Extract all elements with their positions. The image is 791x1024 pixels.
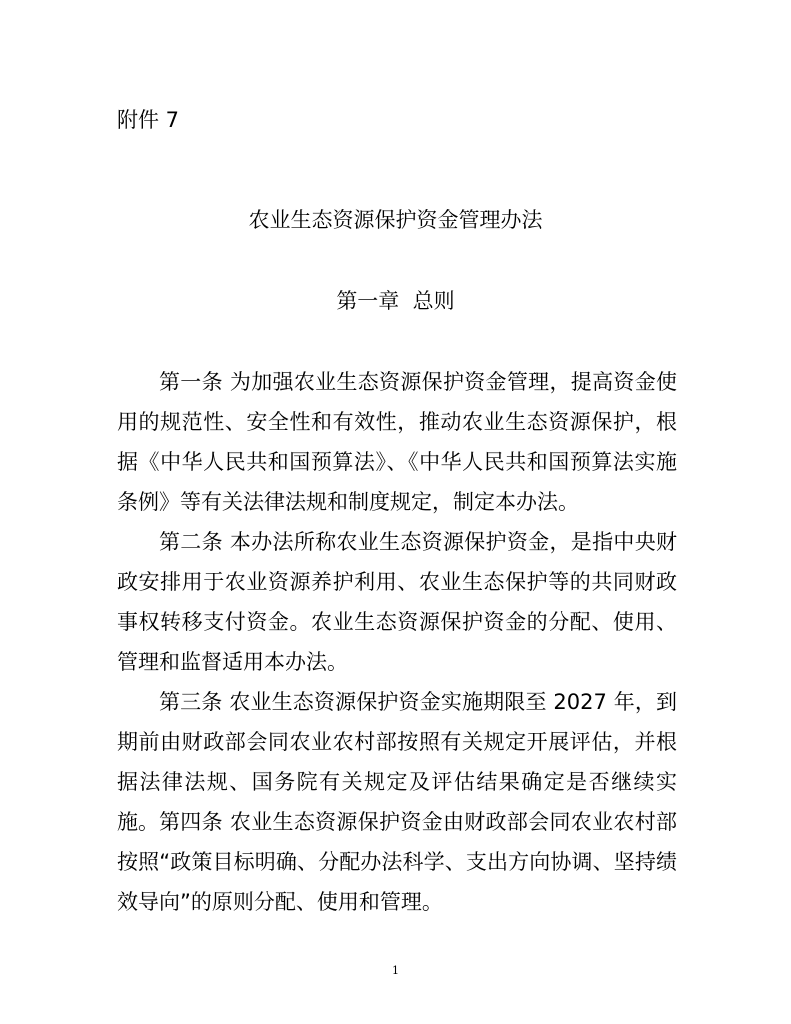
article-2-label: 第二条 bbox=[159, 530, 223, 554]
article-3-text: 农业生态资源保护资金实施期限至 2027 年，到期前由财政部会同农业农村部按照有关规定开展评估，并根据法律法规、国务院有关规定及评估结果确定是否继续实施。 bbox=[117, 690, 678, 834]
article-4-text: 农业生态资源保护资金由财政部会同农业农村部按照“政策目标明确、分配办法科学、支出方向协调、坚持绩效导向”的原则分配、使用和管理。 bbox=[117, 810, 677, 914]
article-2-text: 本办法所称农业生态资源保护资金，是指中央财政安排用于农业资源养护利用、农业生态保护等的共同财政事权转移支付资金。农业生态资源保护资金的分配、使用、管理和监督适用本办法。 bbox=[117, 530, 677, 674]
document-title: 农业生态资源保护资金管理办法 bbox=[248, 208, 543, 232]
chapter-heading: 第一章 总则 bbox=[336, 289, 455, 313]
article-2 bbox=[117, 522, 677, 682]
article-4-label: 第四条 bbox=[159, 810, 223, 834]
article-3-label: 第三条 bbox=[159, 690, 223, 714]
page-number: 1 bbox=[392, 964, 399, 977]
article-4 bbox=[117, 802, 677, 922]
article-1 bbox=[117, 362, 677, 522]
article-1-label: 第一条 bbox=[159, 370, 223, 394]
article-1-text: 为加强农业生态资源保护资金管理，提高资金使用的规范性、安全性和有效性，推动农业生态资源保护，根据《中华人民共和国预算法》、《中华人民共和国预算法实施条例》等有关法律法规和制度规定，制定本办法。 bbox=[117, 370, 677, 514]
attachment-label: 附件 7 bbox=[117, 108, 180, 132]
